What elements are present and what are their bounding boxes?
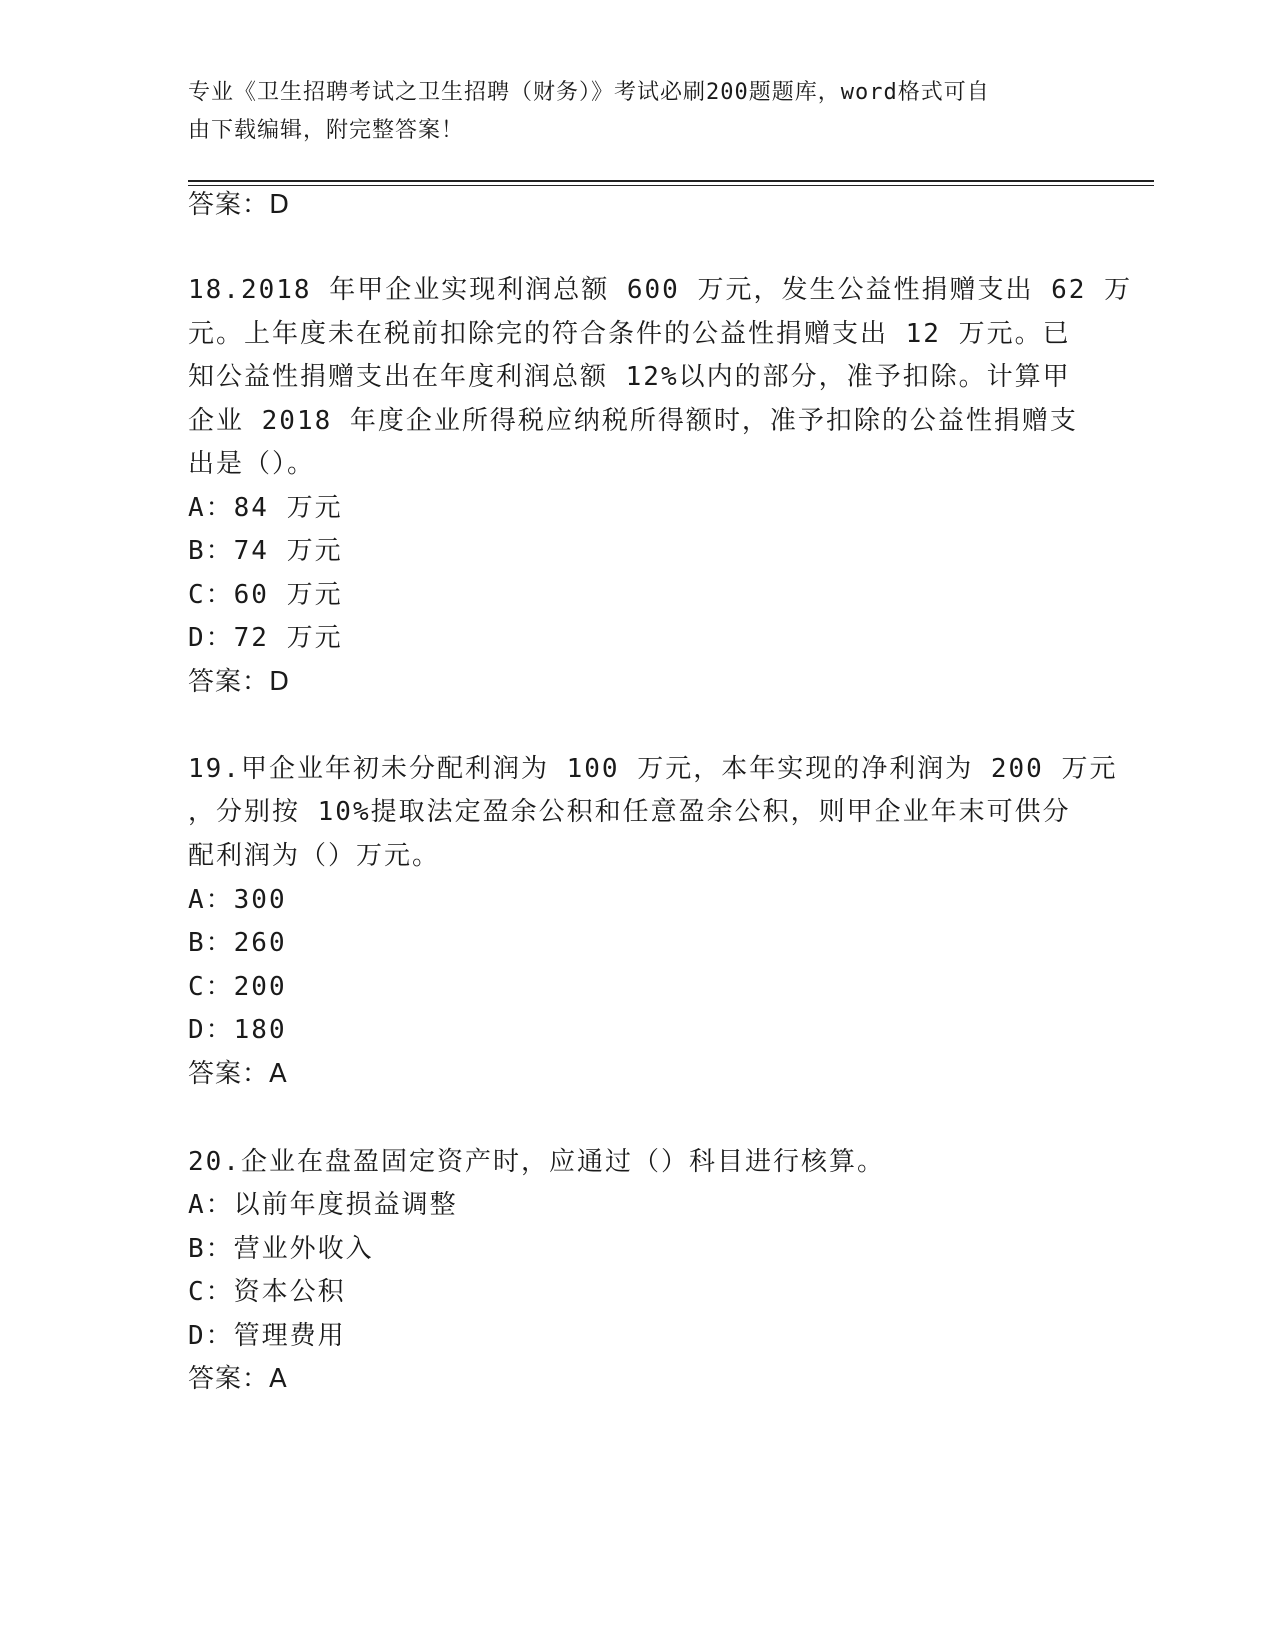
option-d: D：180: [188, 1015, 287, 1045]
question-stem-line: 元。上年度未在税前扣除完的符合条件的公益性捐赠支出 12 万元。已: [188, 319, 1071, 349]
answer: 答案：A: [188, 1059, 288, 1089]
option-b: B：260: [188, 928, 287, 958]
question-stem-line: 企业 2018 年度企业所得税应纳税所得额时，准予扣除的公益性捐赠支: [188, 406, 1078, 436]
option-a: A：300: [188, 885, 287, 915]
answer-previous: 答案：D: [188, 190, 291, 220]
question-stem-line: 知公益性捐赠支出在年度利润总额 12%以内的部分，准予扣除。计算甲: [188, 362, 1071, 392]
header-title-line-2: 由下载编辑，附完整答案！: [188, 118, 465, 143]
option-b: B：营业外收入: [188, 1234, 374, 1264]
header-title-line-1: 专业《卫生招聘考试之卫生招聘（财务）》考试必刷200题题库，word格式可自: [188, 80, 990, 105]
question-stem-line: 20.企业在盘盈固定资产时，应通过（）科目进行核算。: [188, 1147, 885, 1177]
question-stem-line: ，分别按 10%提取法定盈余公积和任意盈余公积，则甲企业年末可供分: [188, 797, 1071, 827]
option-c: C：资本公积: [188, 1277, 346, 1307]
option-c: C：60 万元: [188, 580, 343, 610]
option-b: B：74 万元: [188, 536, 343, 566]
option-a: A：84 万元: [188, 493, 343, 523]
question-stem-line: 出是（）。: [188, 449, 316, 479]
question-stem-line: 19.甲企业年初未分配利润为 100 万元，本年实现的净利润为 200 万元: [188, 754, 1118, 784]
header-divider-thick: [188, 180, 1154, 182]
header-divider-thin: [188, 185, 1154, 186]
option-d: D：72 万元: [188, 623, 343, 653]
option-d: D：管理费用: [188, 1321, 346, 1351]
option-c: C：200: [188, 972, 287, 1002]
answer: 答案：A: [188, 1364, 288, 1394]
document-header: [188, 74, 1068, 150]
answer: 答案：D: [188, 667, 291, 697]
option-a: A：以前年度损益调整: [188, 1190, 458, 1220]
question-stem-line: 配利润为（）万元。: [188, 841, 441, 871]
question-stem-line: 18.2018 年甲企业实现利润总额 600 万元，发生公益性捐赠支出 62 万: [188, 275, 1133, 305]
